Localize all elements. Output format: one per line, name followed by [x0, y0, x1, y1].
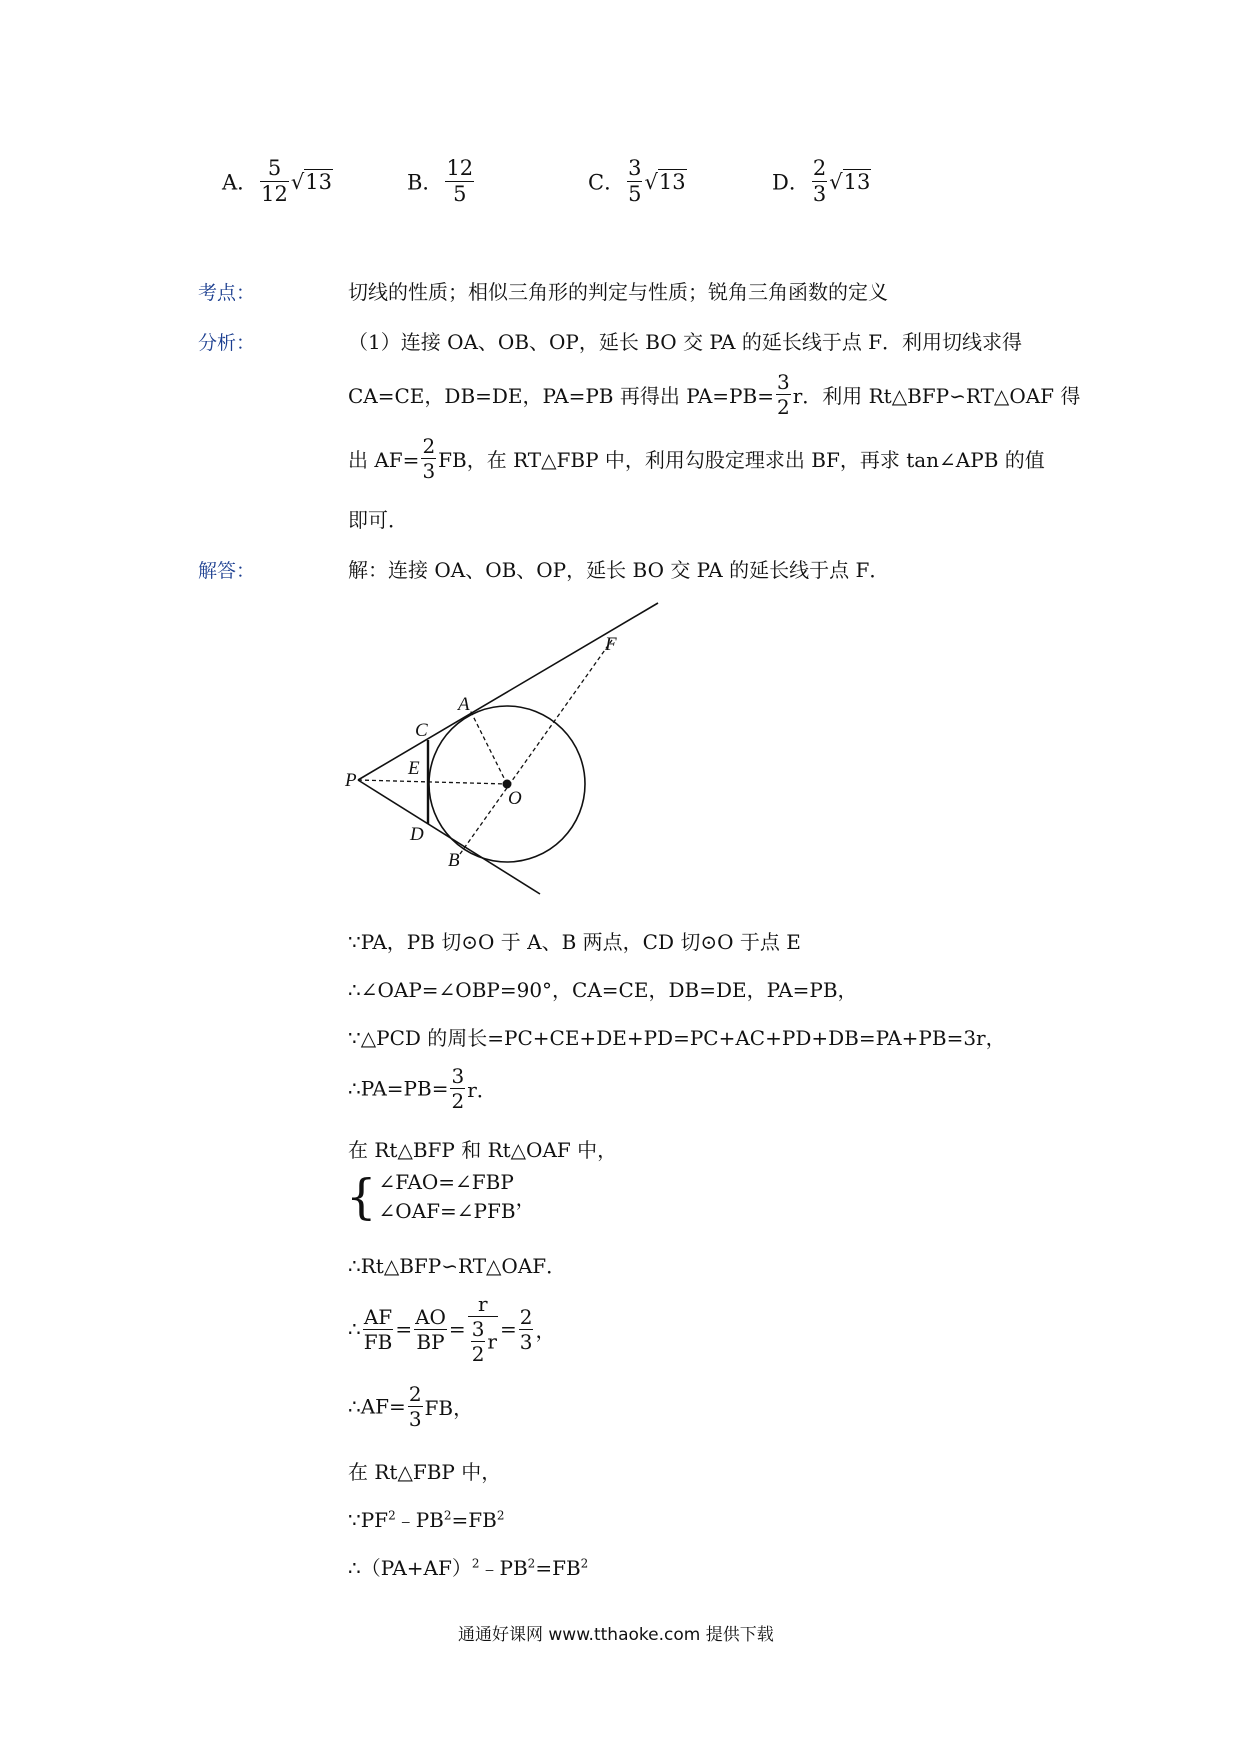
fenxi-line-2-post: r．利用 Rt△BFP∽RT△OAF 得: [792, 384, 1081, 408]
solution-step-5: 在 Rt△BFP 和 Rt△OAF 中，: [348, 1138, 618, 1162]
choice-a-letter: A．: [222, 170, 259, 195]
segment-op: [358, 780, 507, 784]
fenxi-line-3-pre: 出 AF=: [348, 448, 420, 472]
solution-step-7: [348, 1294, 555, 1364]
jieda-label: 解答：: [198, 560, 256, 582]
fenxi-fraction-2-3: $\frac{2}{3}$: [422, 434, 436, 483]
segment-oa: [470, 710, 507, 784]
kaodian-text: 切线的性质；相似三角形的判定与性质；锐角三角函数的定义: [348, 280, 888, 304]
label-f: F: [605, 634, 617, 655]
label-c: C: [415, 720, 428, 741]
solution-step-2: ∴∠OAP=∠OBP=90°，CA=CE，DB=DE，PA=PB，: [348, 978, 858, 1002]
label-b: B: [448, 850, 460, 871]
system-line-2: ∠OAF=∠PFB: [378, 1199, 516, 1223]
solution-step-7-post: ，: [535, 1318, 556, 1343]
jieda-first-line: 解：连接 OA、OB、OP，延长 BO 交 PA 的延长线于点 F．: [348, 558, 890, 582]
choice-b-fraction: $\frac{12}{5}$: [446, 156, 474, 206]
choice-a-sqrt: √13: [290, 169, 333, 194]
solution-step-1: ∵PA，PB 切⊙O 于 A、B 两点，CD 切⊙O 于点 E: [348, 930, 801, 954]
solution-step-8-post: FB，: [424, 1396, 474, 1420]
fraction-ao-bp: $\frac{AO}{BP}$: [415, 1304, 446, 1354]
fraction-2-3: $\frac{2}{3}$: [519, 1304, 533, 1354]
choice-a-fraction: $\frac{5}{12}$: [261, 156, 288, 206]
equals-1: =: [395, 1317, 413, 1341]
fenxi-line-2-pre: CA=CE，DB=DE，PA=PB 再得出 PA=PB=: [348, 384, 774, 408]
system-line-1: ∠FAO=∠FBP: [378, 1170, 514, 1194]
choice-d-fraction: $\frac{2}{3}$: [812, 156, 827, 206]
fenxi-line-3-post: FB，在 RT△FBP 中，利用勾股定理求出 BF，再求 tan∠APB 的值: [438, 448, 1045, 472]
fraction-af-fb: $\frac{AF}{FB}$: [363, 1304, 393, 1354]
solution-step-4: [348, 1066, 497, 1111]
solution-step-11: $\therefore(PA+AF)^2﹣PB^2=FB^2$: [348, 1556, 589, 1580]
solution-step-6: ∴Rt△BFP∽RT△OAF．: [348, 1254, 567, 1278]
equation-system: [346, 1168, 536, 1226]
label-o: O: [508, 788, 522, 809]
solution-step-8: [348, 1384, 473, 1429]
solution-step-8-pre: ∴AF=: [348, 1394, 406, 1419]
label-p: P: [345, 770, 357, 791]
equals-2: =: [448, 1317, 466, 1341]
solution-fraction-3-2: $\frac{3}{2}$: [451, 1064, 465, 1113]
solution-step-4-post: r．: [467, 1078, 497, 1102]
solution-step-3: ∵△PCD 的周长=PC+CE+DE+PD=PC+AC+PD+DB=PA+PB=3r，: [348, 1026, 1006, 1050]
segment-bf: [460, 640, 612, 854]
solution-step-4-pre: ∴PA=PB=: [348, 1076, 449, 1101]
fenxi-line-4: 即可．: [348, 508, 408, 532]
choice-c-sqrt: √13: [644, 169, 686, 194]
equation-system-lines: [379, 1168, 516, 1226]
fenxi-fraction-3-2: $\frac{3}{2}$: [776, 370, 790, 419]
solution-step-7-pre: ∴: [348, 1317, 361, 1341]
choice-d-sqrt: √13: [829, 169, 871, 194]
label-d: D: [410, 824, 424, 845]
choice-c-letter: C．: [588, 170, 626, 195]
solution-fraction-2-3: $\frac{2}{3}$: [408, 1382, 422, 1431]
kaodian-label: 考点：: [198, 282, 256, 304]
fenxi-line-1: （1）连接 OA、OB、OP，延长 BO 交 PA 的延长线于点 F．利用切线求得: [348, 330, 1023, 354]
solution-step-10: $\because PF^2﹣PB^2=FB^2$: [348, 1508, 505, 1532]
solution-step-9: 在 Rt△FBP 中，: [348, 1460, 502, 1484]
equals-3: =: [499, 1317, 517, 1341]
choice-d-letter: D．: [772, 170, 810, 195]
label-e: E: [408, 758, 420, 779]
fenxi-label: 分析：: [198, 332, 256, 354]
tangent-line-pa: [358, 603, 658, 780]
fraction-r-over-3-2-r: r $\frac{3}{2}$ r: [468, 1294, 498, 1364]
page-footer: 通通好课网 www.tthaoke.com 提供下载: [458, 1625, 774, 1645]
choice-c-fraction: $\frac{3}{5}$: [628, 156, 642, 206]
choice-b-letter: B．: [407, 170, 444, 195]
brace-icon: {: [346, 1169, 377, 1225]
label-a: A: [458, 694, 470, 715]
equation-system-comma: ，: [515, 1186, 536, 1211]
